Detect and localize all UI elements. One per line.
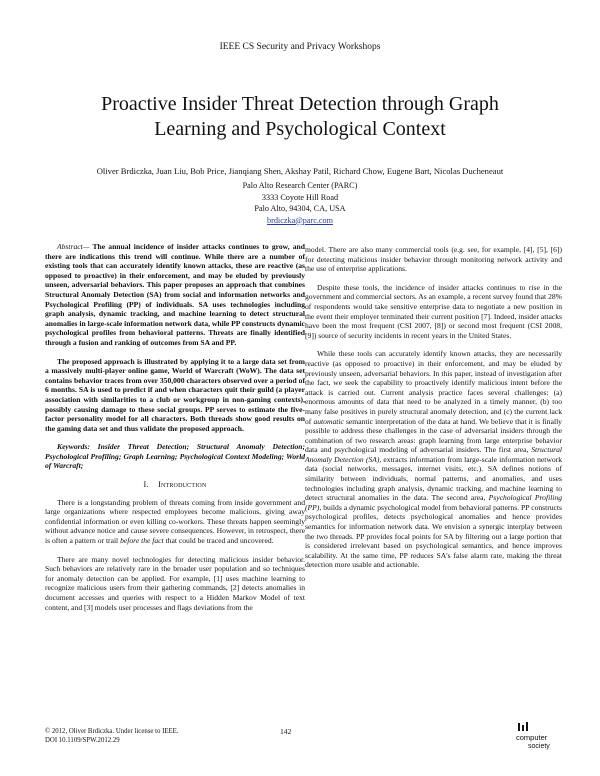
right-column	[305, 245, 562, 579]
affiliation-line: Palo Alto, 94304, CA, USA	[254, 204, 346, 213]
logo-text-computer: computer	[516, 733, 548, 742]
intro-emphasis: Structural Anomaly Detection (SA)	[305, 445, 562, 464]
left-column	[45, 242, 305, 621]
intro-emphasis: Psychological Profiling (PP)	[305, 493, 563, 512]
author-list: Oliver Brdiczka, Juan Liu, Bob Price, Jianqiang Shen, Akshay Patil, Richard Chow, Eugene Bart, Nicolas Ducheneaut	[96, 166, 504, 176]
intro-emphasis: automatic	[313, 416, 344, 426]
intro-paragraph-1	[45, 498, 305, 546]
intro-paragraph-5	[305, 349, 562, 570]
section-title: Introduction	[157, 480, 207, 490]
intro-text: , extracts information from large-scale information network data (social networks, messages, internet visits, etc.). SA defines notions of similarity between individuals, normal patterns, and anomalies, and uses technologies including graph analysis, dynamic tracking, and machine learning to detect structural anomalies in the data. The second area,	[305, 454, 562, 503]
intro-text: semantic interpretation of the data at hand. We believe that it is finally possible to address these challenges in the case of adversarial insiders through the combination of two research areas: graph learning from large enterprise behavior data and psychological modeling of adversarial insiders. The first area,	[305, 416, 562, 455]
title-line-1: Proactive Insider Threat Detection through Graph	[101, 93, 499, 115]
section-number: I.	[143, 480, 149, 490]
affiliation-line: 3333 Coyote Hill Road	[261, 192, 339, 202]
intro-paragraph-3: model. There are also many commercial tools (e.g. see, for example, [4], [5], [6]) for detecting malicious insider behavior through monitoring network activity and the use of enterprise applications.	[305, 245, 562, 274]
intro-text: While these tools can accurately identify known attacks, they are necessarily reactive (as opposed to proactive) in their enforcement, and may be eluded by previously unseen, adversarial behaviors. In this paper, instead of investigation after the fact, we seek the capability to proactively identify malicious intent before the attack is carried out. Current analysis practice faces several challenges: (a) enormous amounts of data that need to be analyzed in a timely manner, (b) too many false positives in purely structural anomaly detection, and (c) the current lack of	[305, 349, 562, 426]
abstract-label: Abstract—	[57, 242, 90, 251]
affiliation-line: Palo Alto Research Center (PARC)	[242, 181, 358, 190]
keywords-paragraph	[45, 442, 305, 471]
keywords-label: Keywords:	[57, 442, 90, 452]
paper-title	[40, 92, 560, 142]
page-number: 142	[280, 727, 292, 736]
doi-text: DOI 10.1109/SPW.2012.29	[45, 737, 120, 744]
intro-text: that could be traced and uncovered.	[163, 536, 274, 546]
venue-header: IEEE CS Security and Privacy Workshops	[219, 42, 381, 52]
footer-left	[45, 727, 179, 745]
computer-society-logo-icon	[514, 721, 560, 751]
abstract-paragraph	[45, 242, 305, 348]
section-heading-introduction	[45, 480, 305, 490]
intro-text: , builds a dynamic psychological model from behavioral patterns. PP constructs psychological profiles, detects psychological anomalies and hence provides semantics for information network data. We envision a synergic interplay between the two threads. PP provides focal points for SA by filtering out a large portion that is considered irrelevant based on psychological semantics, and hence improves scalability. At the same time, PP reduces SA's false alarm rate, making the threat detection more usable and actionable.	[305, 502, 562, 570]
abstract-paragraph-2: The proposed approach is illustrated by applying it to a large data set from a massively multi-player online game, World of Warcraft (WoW). The data set contains behavior traces from over 350,000 characters observed over a period of 6 months. SA is used to predict if and when characters quit their guild (a player association with similarities to a club or workgroup in non-gaming contexts), possibly causing damage to these social groups. PP serves to estimate the five-factor personality model for all characters. Both threads show good results on the gaming data set and thus validate the proposed approach.	[45, 356, 305, 433]
logo-text-society: society	[528, 743, 550, 750]
affiliation-block	[0, 180, 600, 226]
keywords-text: Insider Threat Detection; Structural Anomaly Detection; Psychological Profiling; Graph Learning; Psychological Context Modeling; World of Warcraft;	[45, 442, 305, 471]
intro-text: There is a longstanding problem of threats coming from inside government and large organizations where respected employees become malicious, giving away confidential information or even killing co-workers. These threats happen seemingly without advance notice and cause severe consequences. However, in retrospect, there is often a pattern or trail	[45, 497, 305, 546]
copyright-notice: © 2012, Oliver Brdiczka. Under license to IEEE.	[45, 728, 179, 735]
author-email-link[interactable]: brdiczka@parc.com	[267, 215, 333, 225]
intro-emphasis: before the fact	[120, 536, 164, 546]
intro-paragraph-4: Despite these tools, the incidence of insider attacks continues to rise in the government and commercial sectors. As an example, a recent survey found that 28% of respondents would take sensitive enterprise data to negotiate a new position in the event their employer terminated their current position [7]. Indeed, insider attacks have been the most frequent (CSI 2007, [8]) or second most frequent (CSI 2008, [9]) source of security incidents in recent years in the United States.	[305, 282, 562, 340]
title-line-2: Learning and Psychological Context	[154, 118, 446, 140]
intro-paragraph-2: There are many novel technologies for detecting malicious insider behavior. Such behaviors are relatively rare in the broader user population and so techniques for anomaly detection can be applied. For example, [1] uses machine learning to recognize malicious users from their gathering commands, [2] detects anomalies in document accesses and queries with respect to a Hidden Markov Model of text content, and [3] models user processes and flags deviations from the	[45, 554, 305, 612]
abstract-text: The annual incidence of insider attacks continues to grow, and there are indications this trend will continue. While there are a number of existing tools that can accurately identify known attacks, these are reactive (as opposed to proactive) in their enforcement, and may be eluded by previously unseen, adversarial behaviors. This paper proposes an approach that combines Structural Anomaly Detection (SA) from social and information networks and Psychological Profiling (PP) of individuals. SA uses technologies including graph analysis, dynamic tracking, and machine learning to detect structural anomalies in large-scale information network data, while PP constructs dynamic psychological profiles from behavioral patterns. Threats are finally identified through a fusion and ranking of outcomes from SA and PP.	[45, 242, 305, 347]
